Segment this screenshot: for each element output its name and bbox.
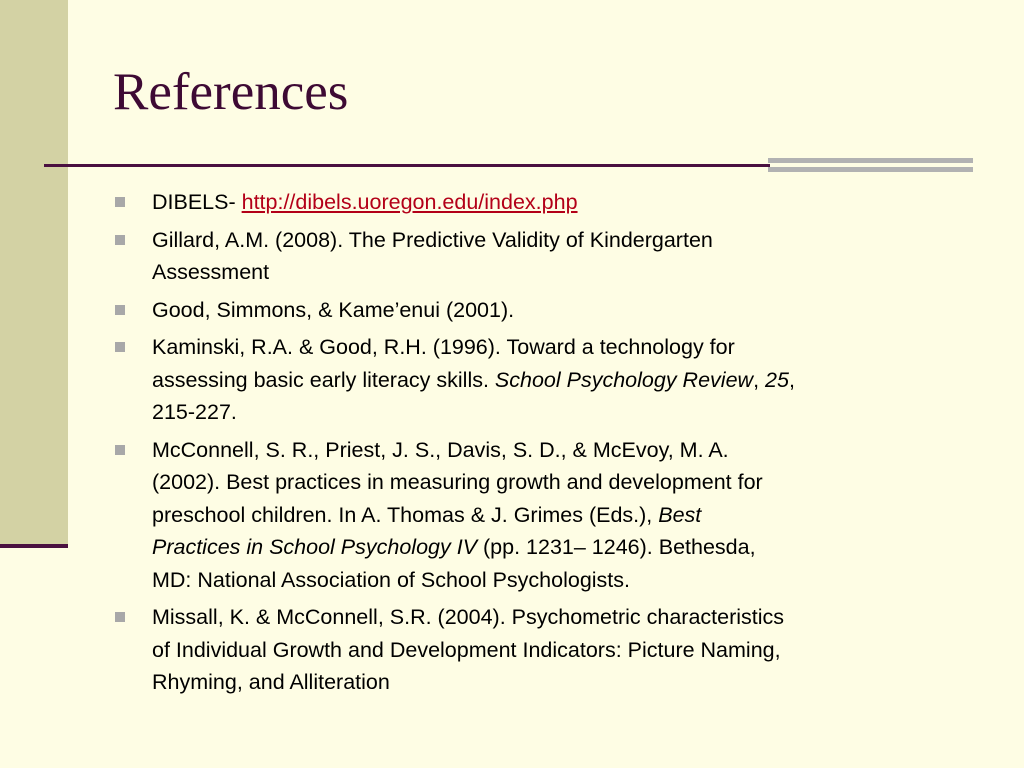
reference-prefix: DIBELS- — [152, 190, 242, 214]
reference-line: Kaminski, R.A. & Good, R.H. (1996). Toward a technology for — [152, 335, 735, 359]
square-bullet-icon — [115, 197, 125, 207]
separator: , — [753, 367, 766, 392]
reference-item-gillard — [115, 224, 965, 289]
reference-line: (2002). Best practices in measuring growth and development for — [152, 470, 763, 494]
reference-line: of Individual Growth and Development Indicators: Picture Naming, — [152, 637, 781, 662]
reference-line: MD: National Association of School Psychologists. — [152, 567, 631, 592]
journal-title: School Psychology Review — [494, 367, 754, 392]
reference-line: (pp. 1231– 1246). Bethesda, — [477, 535, 756, 559]
reference-item-dibels — [115, 186, 965, 219]
dibels-link[interactable]: http://dibels.uoregon.edu/index.php — [241, 190, 578, 214]
square-bullet-icon — [115, 342, 125, 352]
reference-line: Good, Simmons, & Kame’enui (2001). — [152, 297, 515, 322]
reference-line: Assessment — [152, 260, 270, 284]
reference-list — [115, 186, 965, 704]
left-decorative-band — [0, 0, 68, 548]
grey-bar — [768, 158, 973, 163]
reference-line: preschool children. In A. Thomas & J. Grimes (Eds.), — [152, 502, 659, 527]
square-bullet-icon — [115, 235, 125, 245]
reference-line: McConnell, S. R., Priest, J. S., Davis, S. D., & McEvoy, M. A. — [152, 437, 729, 462]
square-bullet-icon — [115, 612, 125, 622]
separator: , — [788, 367, 795, 392]
reference-item-kaminski — [115, 331, 965, 429]
reference-item-mcconnell — [115, 434, 965, 597]
reference-line: Missall, K. & McConnell, S.R. (2004). Psychometric characteristics — [152, 605, 785, 629]
book-title: Practices in School Psychology IV — [152, 535, 478, 559]
slide-title: References — [113, 63, 349, 121]
left-accent-bar — [0, 544, 68, 548]
square-bullet-icon — [115, 305, 125, 315]
reference-line: Rhyming, and Alliteration — [152, 670, 390, 694]
reference-item-good — [115, 294, 965, 327]
reference-line: Gillard, A.M. (2008). The Predictive Validity of Kindergarten — [152, 227, 713, 252]
title-divider — [44, 164, 770, 167]
reference-item-missall — [115, 601, 965, 699]
reference-line: assessing basic early literacy skills. — [152, 367, 495, 392]
decorative-grey-bars — [768, 158, 973, 176]
square-bullet-icon — [115, 445, 125, 455]
reference-line: 215-227. — [152, 400, 237, 424]
journal-volume: 25 — [765, 367, 789, 392]
book-title: Best — [658, 502, 702, 527]
grey-bar — [768, 167, 973, 172]
